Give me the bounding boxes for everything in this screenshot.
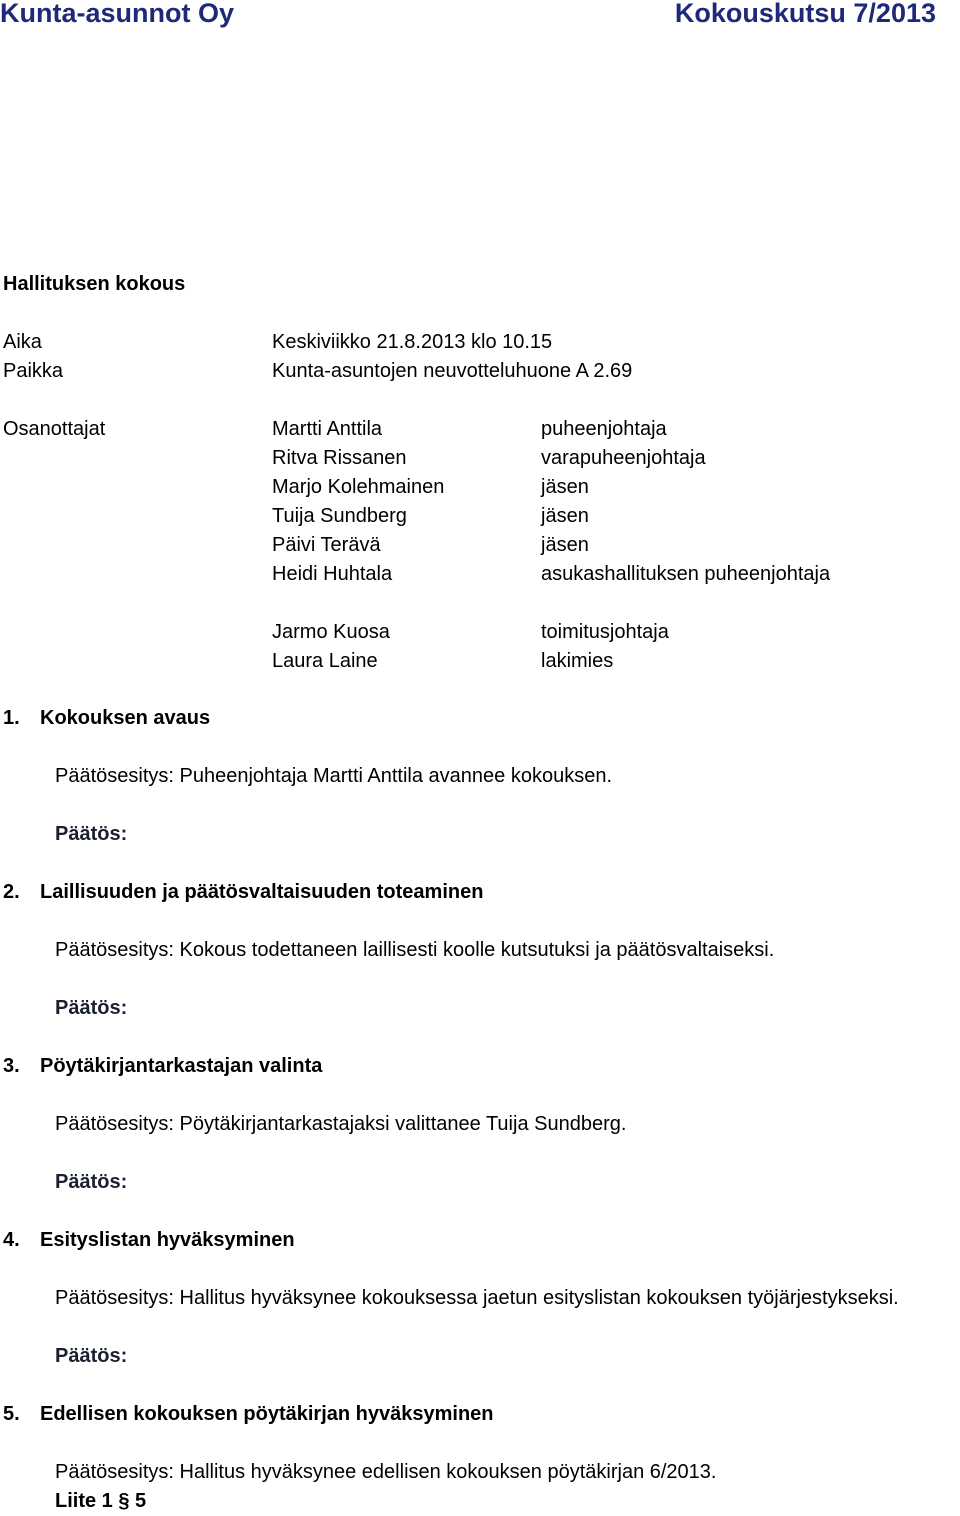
agenda-item-3-decision-label: Päätös: xyxy=(55,1171,128,1193)
place-label: Paikka xyxy=(3,360,64,382)
agenda-item-4-number: 4. xyxy=(3,1229,20,1251)
participant-role: lakimies xyxy=(541,650,614,672)
participant-name: Martti Anttila xyxy=(272,418,383,440)
agenda-item-3-proposal: Päätösesitys: Pöytäkirjantarkastajaksi valittanee Tuija Sundberg. xyxy=(55,1113,627,1135)
participants-label: Osanottajat xyxy=(3,418,106,440)
participant-role: jäsen xyxy=(541,534,589,556)
place-value: Kunta-asuntojen neuvotteluhuone A 2.69 xyxy=(272,360,633,382)
other-participants-names xyxy=(272,618,390,676)
agenda-item-2-proposal: Päätösesitys: Kokous todettaneen laillisesti koolle kutsutuksi ja päätösvaltaiseksi. xyxy=(55,939,775,961)
agenda-item-1-proposal: Päätösesitys: Puheenjohtaja Martti Anttila avannee kokouksen. xyxy=(55,765,613,787)
participants-names xyxy=(272,415,444,589)
time-label: Aika xyxy=(3,331,42,353)
participant-role: jäsen xyxy=(541,505,589,527)
agenda-item-1-title: Kokouksen avaus xyxy=(40,707,211,729)
agenda-item-2-decision-label: Päätös: xyxy=(55,997,128,1019)
agenda-item-2-number: 2. xyxy=(3,881,20,903)
participant-role: jäsen xyxy=(541,476,589,498)
participant-name: Jarmo Kuosa xyxy=(272,621,390,643)
agenda-item-5-proposal: Päätösesitys: Hallitus hyväksynee edellisen kokouksen pöytäkirjan 6/2013. xyxy=(55,1461,717,1483)
agenda-item-1-decision-label: Päätös: xyxy=(55,823,128,845)
agenda-item-1-number: 1. xyxy=(3,707,20,729)
agenda-item-2-title: Laillisuuden ja päätösvaltaisuuden toteaminen xyxy=(40,881,484,903)
participant-role: puheenjohtaja xyxy=(541,418,667,440)
participant-name: Marjo Kolehmainen xyxy=(272,476,445,498)
agenda-item-4-proposal: Päätösesitys: Hallitus hyväksynee kokouksessa jaetun esityslistan kokouksen työjärjestykseksi. xyxy=(55,1287,899,1309)
participant-name: Laura Laine xyxy=(272,650,378,672)
time-value: Keskiviikko 21.8.2013 klo 10.15 xyxy=(272,331,553,353)
agenda-item-5-attachment-link[interactable]: Liite 1 § 5 xyxy=(55,1490,147,1512)
agenda-item-3-number: 3. xyxy=(3,1055,20,1077)
agenda-item-4-title: Esityslistan hyväksyminen xyxy=(40,1229,295,1251)
participant-name: Päivi Terävä xyxy=(272,534,381,556)
participants-roles xyxy=(541,415,830,589)
agenda-item-5-title: Edellisen kokouksen pöytäkirjan hyväksyminen xyxy=(40,1403,494,1425)
company-name: Kunta-asunnot Oy xyxy=(0,0,234,28)
other-participants-roles xyxy=(541,618,669,676)
agenda-item-5-number: 5. xyxy=(3,1403,20,1425)
document-reference: Kokouskutsu 7/2013 xyxy=(674,0,936,28)
participant-role: varapuheenjohtaja xyxy=(541,447,706,469)
meeting-title: Hallituksen kokous xyxy=(3,273,186,295)
participant-name: Ritva Rissanen xyxy=(272,447,407,469)
participant-name: Heidi Huhtala xyxy=(272,563,393,585)
agenda-item-4-decision-label: Päätös: xyxy=(55,1345,128,1367)
participant-role: toimitusjohtaja xyxy=(541,621,669,643)
participant-role: asukashallituksen puheenjohtaja xyxy=(541,563,831,585)
agenda-item-3-title: Pöytäkirjantarkastajan valinta xyxy=(40,1055,323,1077)
participant-name: Tuija Sundberg xyxy=(272,505,407,527)
